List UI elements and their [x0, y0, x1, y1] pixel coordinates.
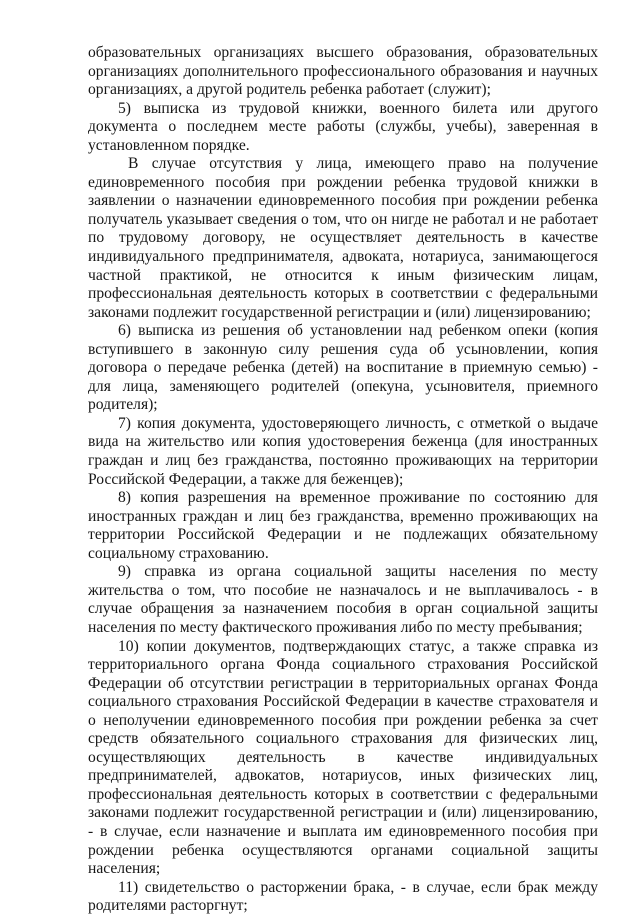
paragraph-item-5: 5) выписка из трудовой книжки, военного билета или другого документа о последнем месте работы (службы, учебы), заверенная в установленном порядке.: [88, 99, 598, 154]
paragraph-item-9: 9) справка из органа социальной защиты населения по месту жительства о том, что пособие не назначалось и не выплачивалось - в случае обращения за назначением пособия в орган социальной защиты населения по месту фактического проживания либо по месту пребывания;: [88, 563, 598, 636]
paragraph-no-work-book: В случае отсутствия у лица, имеющего право на получение единовременного пособия при рождении ребенка трудовой книжки в заявлении о назначении единовременного пособия при рождении ребенка получатель указывает сведения о том, что он нигде не работал и не работает по трудовому договору, не осуществляет деятельность в качестве индивидуального предпринимателя, адвоката, нотариуса, занимающегося частной практикой, не относится к иным физическим лицам, профессиональная деятельность которых в соответствии с федеральными законами подлежит государственной регистрации и (или) лицензированию;: [88, 155, 598, 321]
paragraph-item-8: 8) копия разрешения на временное проживание по состоянию для иностранных граждан и лиц без гражданства, временно проживающих на территории Российской Федерации и не подлежащих обязательному социальному страхованию.: [88, 489, 598, 562]
paragraph-item-11: 11) свидетельство о расторжении брака, - в случае, если брак между родителями расторгнут;: [88, 878, 598, 915]
paragraph-continuation: образовательных организациях высшего образования, образовательных организациях дополнительного профессионального образования и научных организациях, а другой родитель ребенка работает (служит);: [88, 44, 598, 99]
paragraph-item-7: 7) копия документа, удостоверяющего личность, с отметкой о выдаче вида на жительство или копия удостоверения беженца (для иностранных граждан и лиц без гражданства, постоянно проживающих на территории Российской Федерации, а также для беженцев);: [88, 414, 598, 488]
paragraph-item-6: 6) выписка из решения об установлении над ребенком опеки (копия вступившего в законную силу решения суда об усыновлении, копия договора о передаче ребенка (детей) на воспитание в приемную семью) - для лица, заменяющего родителей (опекуна, усыновителя, приемного родителя);: [88, 322, 598, 414]
document-body: [88, 44, 598, 916]
paragraph-item-10: 10) копии документов, подтверждающих статус, а также справка из территориального органа Фонда социального страхования Российской Федерации об отсутствии регистрации в территориальных органах Фонда социального страхования Российской Федерации в качестве страхователя и о неполучении единовременного пособия при рождении ребенка за счет средств обязательного социального страхования для физических лиц, осуществляющих деятельность в качестве индивидуальных предпринимателей, адвокатов, нотариусов, иных физических лиц, профессиональная деятельность которых в соответствии с федеральными законами подлежит государственной регистрации и (или) лицензированию, - в случае, если назначение и выплата им единовременного пособия при рождении ребенка осуществляются органами социальной защиты населения;: [88, 637, 598, 878]
